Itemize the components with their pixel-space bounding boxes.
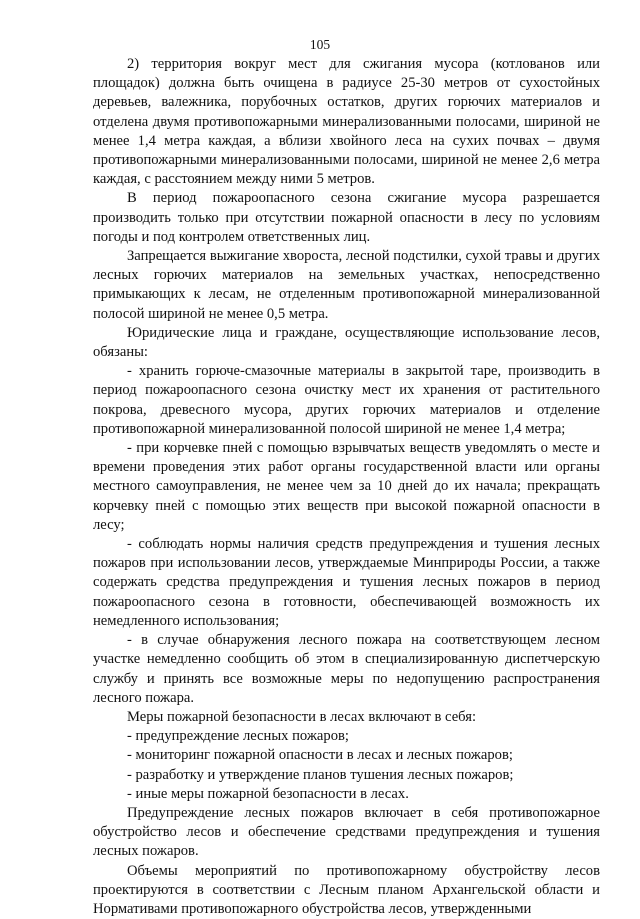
paragraph-prevention-definition: Предупреждение лесных пожаров включает в себя противопожарное обустройство лесов и обеспечение средствами предупреждения и тушения лесных пожаров. bbox=[93, 804, 600, 860]
list-item-fuel-storage: - хранить горюче-смазочные материалы в закрытой таре, производить в период пожароопасного сезона очистку мест их хранения от растительного покрова, древесного мусора, других горючих материалов и отделение противопожарной минерализованной полосой шириной не менее 1,4 метра; bbox=[93, 363, 600, 437]
list-item-other-measures: - иные меры пожарной безопасности в лесах. bbox=[127, 785, 409, 802]
paragraph-burning-sites: 2) территория вокруг мест для сжигания мусора (котлованов или площадок) должна быть очищена в радиусе 25-30 метров от сухостойных деревьев, валежника, порубочных остатков, других горючих материалов и отделена двумя противопожарными минерализованными полосами, шириной не менее 1,4 метра каждая, а вблизи хвойного леса на сухих почвах – двумя противопожарными минерализованными полосами, шириной не менее 2,6 метра каждая, с расстоянием между ними 5 метров. bbox=[93, 56, 600, 188]
page-number: 105 bbox=[309, 37, 331, 52]
paragraph-obligations-intro: Юридические лица и граждане, осуществляющие использование лесов, обязаны: bbox=[93, 324, 600, 361]
list-item-fire-reporting: - в случае обнаружения лесного пожара на соответствующем лесном участке немедленно сообщить об этом в специализированную диспетчерскую службу и принять все возможные меры по недопущению распространения лесного пожара. bbox=[93, 632, 600, 706]
list-item-prevention: - предупреждение лесных пожаров; bbox=[127, 728, 349, 745]
paragraph-fire-season-burning: В период пожароопасного сезона сжигание мусора разрешается производить только при отсутствии пожарной опасности в лесу по условиям погоды и под контролем ответственных лиц. bbox=[93, 190, 600, 245]
list-item-fire-equipment: - соблюдать нормы наличия средств предупреждения и тушения лесных пожаров при использовании лесов, утверждаемые Минприроды России, а также содержать средства предупреждения и тушения лесных пожаров в период пожароопасного сезона в готовности, обеспечивающей возможность их немедленного использования; bbox=[93, 536, 600, 629]
paragraph-burning-prohibition: Запрещается выжигание хвороста, лесной подстилки, сухой травы и других лесных горючих материалов на земельных участках, непосредственно примыкающих к лесам, не отделенным противопожарной минерализованной полосой шириной не менее 0,5 метра. bbox=[93, 248, 600, 322]
list-item-monitoring: - мониторинг пожарной опасности в лесах и лесных пожаров; bbox=[127, 747, 513, 764]
list-item-stump-removal: - при корчевке пней с помощью взрывчатых веществ уведомлять о месте и времени проведения этих работ органы государственной власти или органы местного самоуправления, не менее чем за 10 дней до их начала; прекращать корчевку пней с помощью этих веществ при высокой пожарной опасности в лесу; bbox=[93, 440, 600, 533]
document-body bbox=[93, 55, 600, 919]
paragraph-safety-measures-intro: Меры пожарной безопасности в лесах включают в себя: bbox=[127, 708, 476, 725]
list-item-plans: - разработку и утверждение планов тушения лесных пожаров; bbox=[127, 766, 514, 783]
paragraph-fire-arrangement-volumes: Объемы мероприятий по противопожарному обустройству лесов проектируются в соответствии с Лесным планом Архангельской области и Нормативами противопожарного обустройства лесов, утвержденными bbox=[93, 862, 600, 917]
